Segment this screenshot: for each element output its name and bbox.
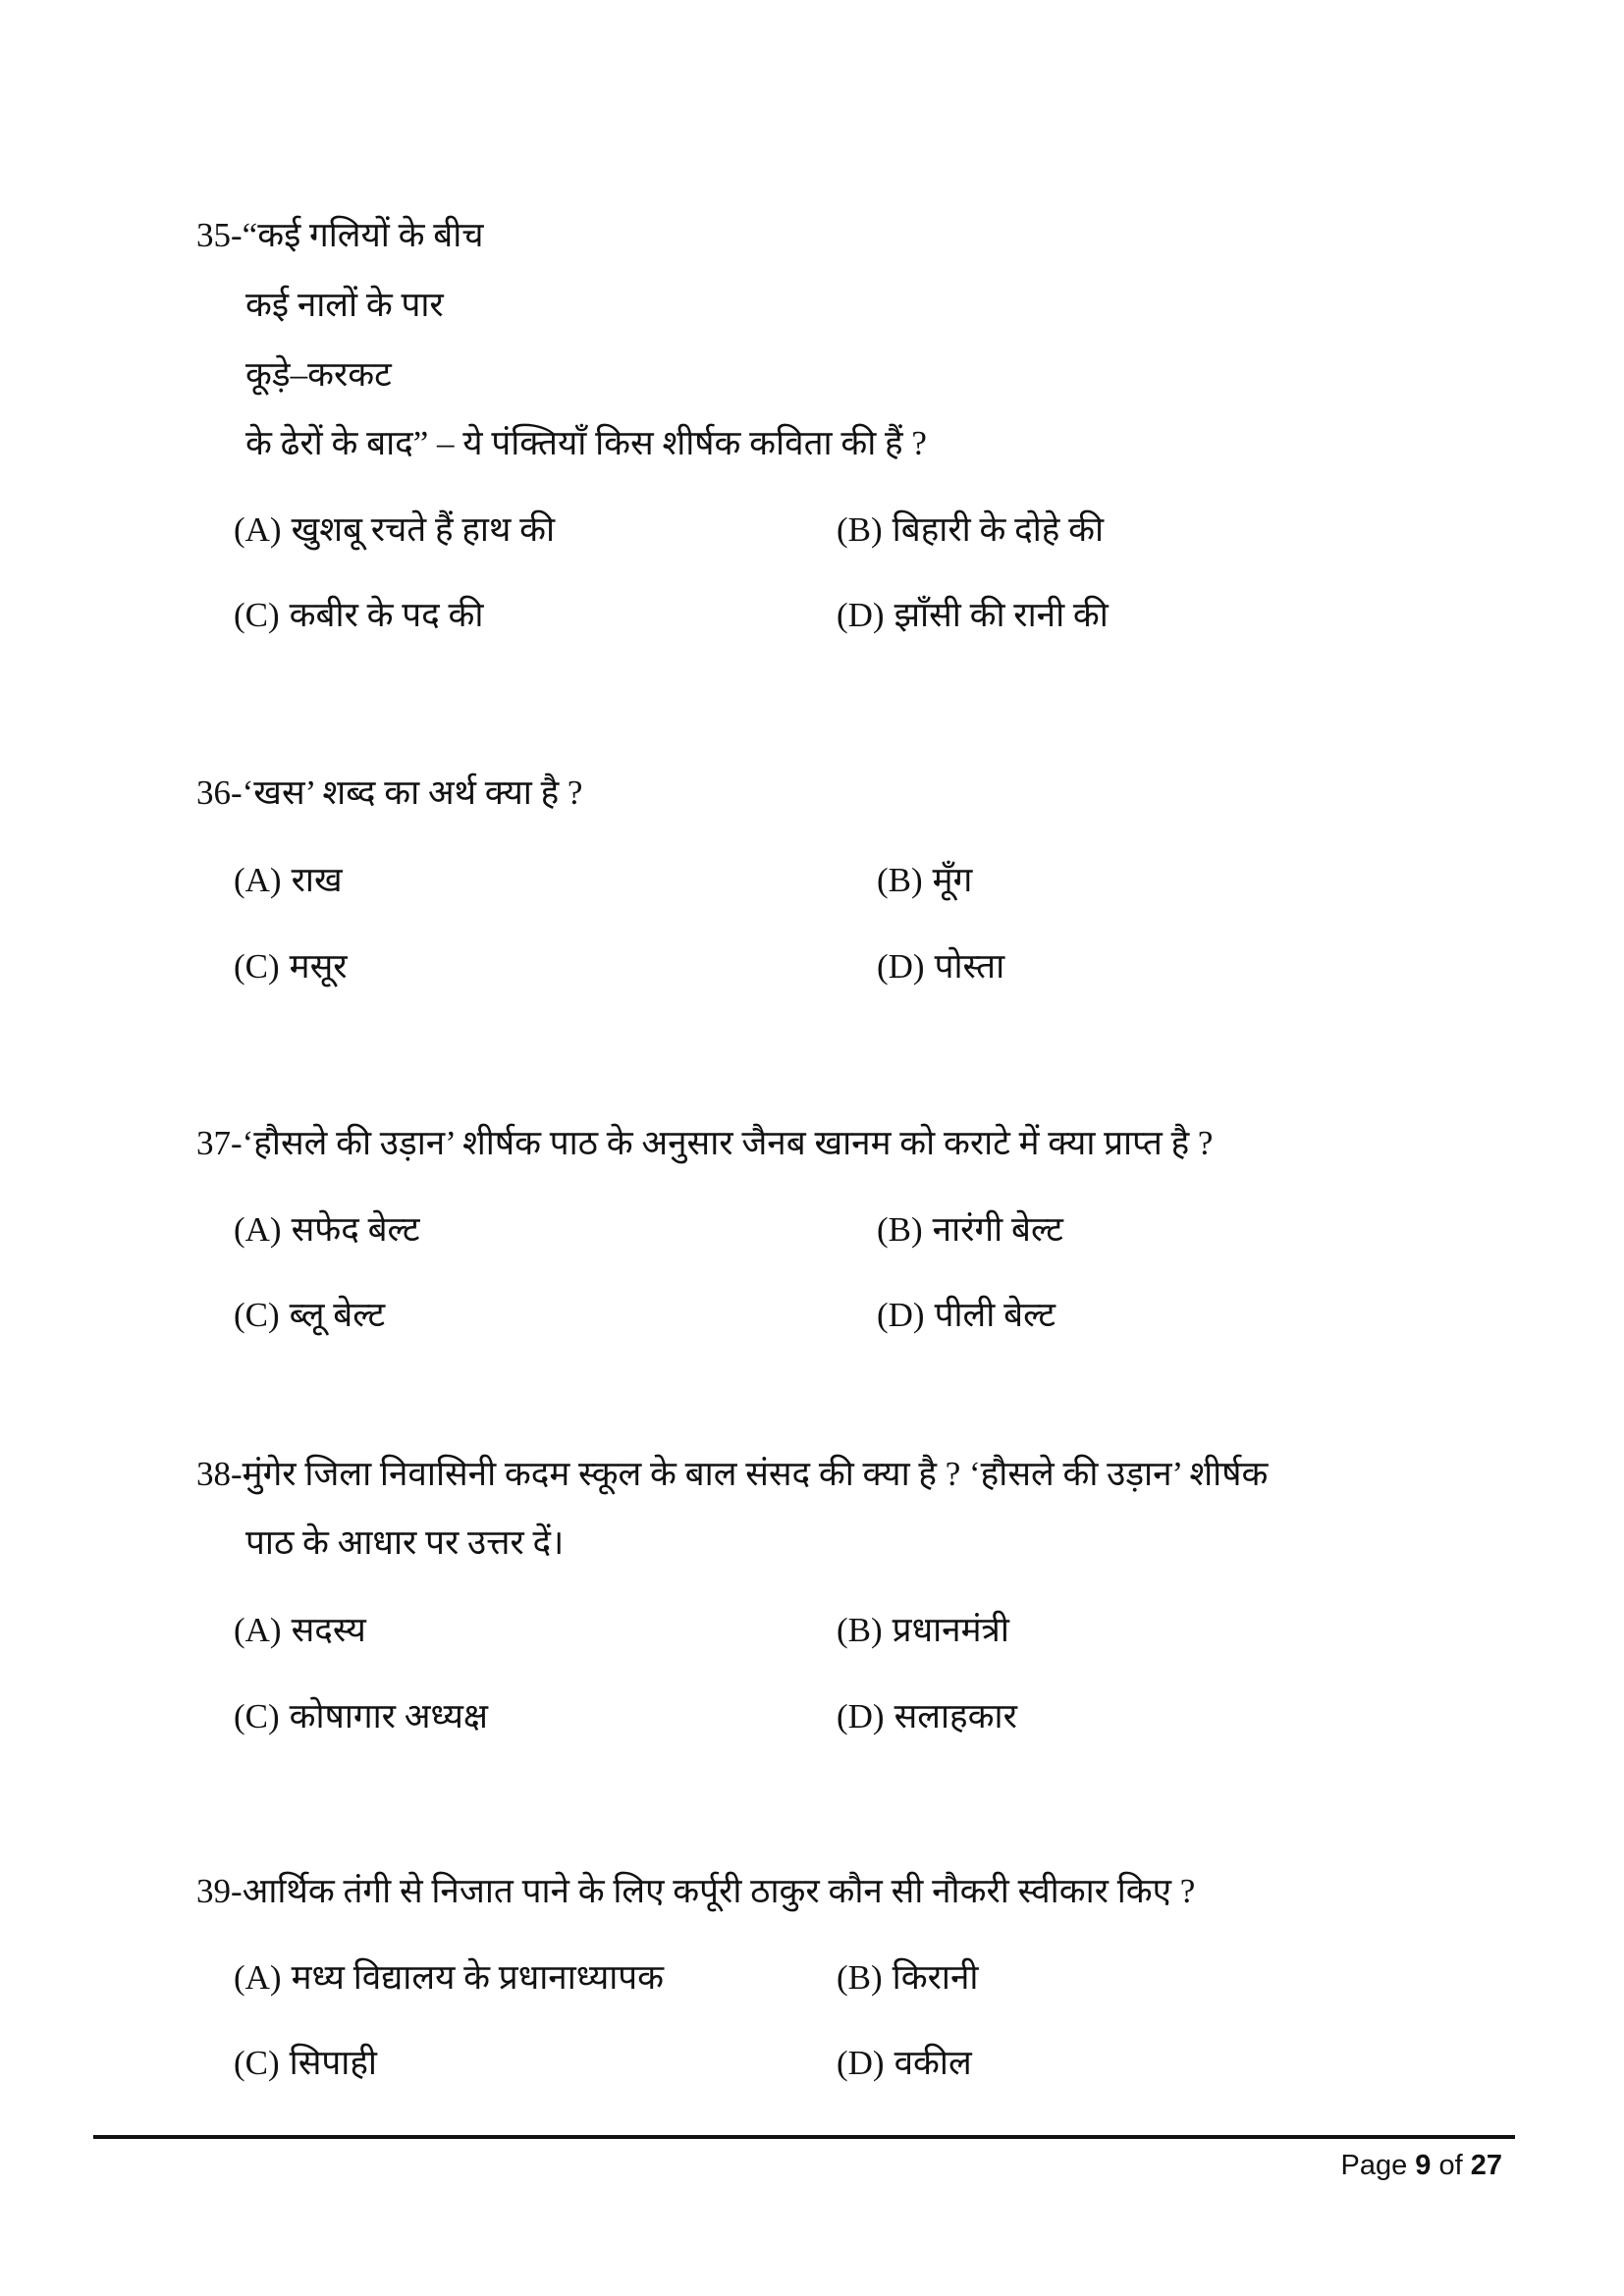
question-text [196, 214, 484, 257]
option-text: पीली बेल्ट [934, 1296, 1056, 1334]
option-label: (A) [234, 861, 282, 899]
option-label: (C) [234, 947, 280, 986]
current-page: 9 [1415, 2150, 1432, 2181]
option-label: (C) [234, 2044, 280, 2082]
option-text: पोस्ता [934, 947, 1005, 986]
option-label: (D) [837, 1697, 885, 1735]
option-text: सलाहकार [893, 1697, 1017, 1735]
option-c[interactable] [234, 945, 348, 988]
option-b[interactable] [877, 1208, 1063, 1252]
question-number: 35- [196, 216, 243, 254]
option-label: (D) [837, 596, 885, 634]
option-b[interactable] [837, 508, 1104, 552]
option-text: सदस्य [291, 1611, 366, 1649]
option-d[interactable] [837, 1695, 1017, 1738]
question-number: 38- [196, 1455, 243, 1493]
option-text: मध्य विद्यालय के प्रधानाध्यापक [291, 1958, 665, 1997]
option-label: (D) [877, 947, 925, 986]
option-text: कोषागार अध्यक्ष [289, 1697, 489, 1735]
question-line: मुंगेर जिला निवासिनी कदम स्कूल के बाल संसद की क्या है ? ‘हौसले की उड़ान’ शीर्षक [242, 1455, 1269, 1493]
option-d[interactable] [877, 945, 1004, 988]
question-line: कई नालों के पार [245, 286, 444, 324]
option-text: मसूर [289, 947, 348, 986]
option-label: (B) [837, 510, 883, 549]
option-text: सफेद बेल्ट [291, 1210, 420, 1249]
question-line: ‘हौसले की उड़ान’ शीर्षक पाठ के अनुसार जैनब खानम को कराटे में क्या प्राप्त है ? [242, 1124, 1214, 1162]
page-number [1340, 2150, 1502, 2182]
option-label: (C) [234, 1697, 280, 1735]
option-a[interactable] [234, 1956, 664, 2000]
question-line: के ढेरों के बाद” – ये पंक्तियाँ किस शीर्षक कविता की हैं ? [245, 424, 927, 462]
option-label: (C) [234, 1296, 280, 1334]
question-line: “कई गलियों के बीच [242, 216, 484, 254]
option-label: (B) [877, 1210, 923, 1249]
option-c[interactable] [234, 594, 483, 637]
footer-divider [93, 2135, 1515, 2139]
option-d[interactable] [837, 2042, 972, 2085]
question-number: 37- [196, 1124, 243, 1162]
option-label: (A) [234, 1210, 282, 1249]
option-text: वकील [893, 2044, 972, 2082]
option-text: नारंगी बेल्ट [932, 1210, 1063, 1249]
question-number: 36- [196, 774, 243, 812]
option-label: (C) [234, 596, 280, 634]
option-label: (B) [837, 1958, 883, 1997]
option-label: (D) [877, 1296, 925, 1334]
option-c[interactable] [234, 1294, 385, 1337]
option-text: ब्लू बेल्ट [289, 1296, 386, 1334]
question-number: 39- [196, 1872, 243, 1910]
question-line: ‘खस’ शब्द का अर्थ क्या है ? [242, 774, 583, 812]
option-label: (B) [837, 1611, 883, 1649]
total-pages: 27 [1470, 2150, 1502, 2181]
option-c[interactable] [234, 1695, 488, 1738]
option-a[interactable] [234, 859, 343, 902]
question-text [196, 772, 582, 815]
option-a[interactable] [234, 1609, 366, 1652]
option-label: (A) [234, 1611, 282, 1649]
option-b[interactable] [837, 1609, 1009, 1652]
option-text: सिपाही [289, 2044, 377, 2082]
question-text [196, 1453, 1268, 1496]
option-b[interactable] [837, 1956, 978, 2000]
option-d[interactable] [877, 1294, 1056, 1337]
question-line: कूड़े–करकट [245, 355, 392, 394]
option-d[interactable] [837, 594, 1109, 637]
option-b[interactable] [877, 859, 972, 902]
option-text: बिहारी के दोहे की [892, 510, 1105, 549]
option-text: किरानी [892, 1958, 979, 1997]
option-c[interactable] [234, 2042, 377, 2085]
option-text: झाँसी की रानी की [893, 596, 1109, 634]
option-text: मूँग [932, 861, 973, 899]
option-text: कबीर के पद की [289, 596, 484, 634]
option-label: (A) [234, 1958, 282, 1997]
option-label: (A) [234, 510, 282, 549]
option-text: खुशबू रचते हैं हाथ की [291, 510, 556, 549]
option-a[interactable] [234, 1208, 419, 1252]
option-label: (B) [877, 861, 923, 899]
option-label: (D) [837, 2044, 885, 2082]
page-of: of [1438, 2150, 1463, 2181]
question-text [196, 1870, 1195, 1913]
option-text: राख [291, 861, 343, 899]
option-a[interactable] [234, 508, 555, 552]
question-line: आर्थिक तंगी से निजात पाने के लिए कर्पूरी ठाकुर कौन सी नौकरी स्वीकार किए ? [242, 1872, 1196, 1910]
page-prefix: Page [1340, 2150, 1408, 2181]
option-text: प्रधानमंत्री [892, 1611, 1009, 1649]
question-line: पाठ के आधार पर उत्तर दें। [245, 1523, 565, 1562]
question-text [196, 1122, 1213, 1165]
